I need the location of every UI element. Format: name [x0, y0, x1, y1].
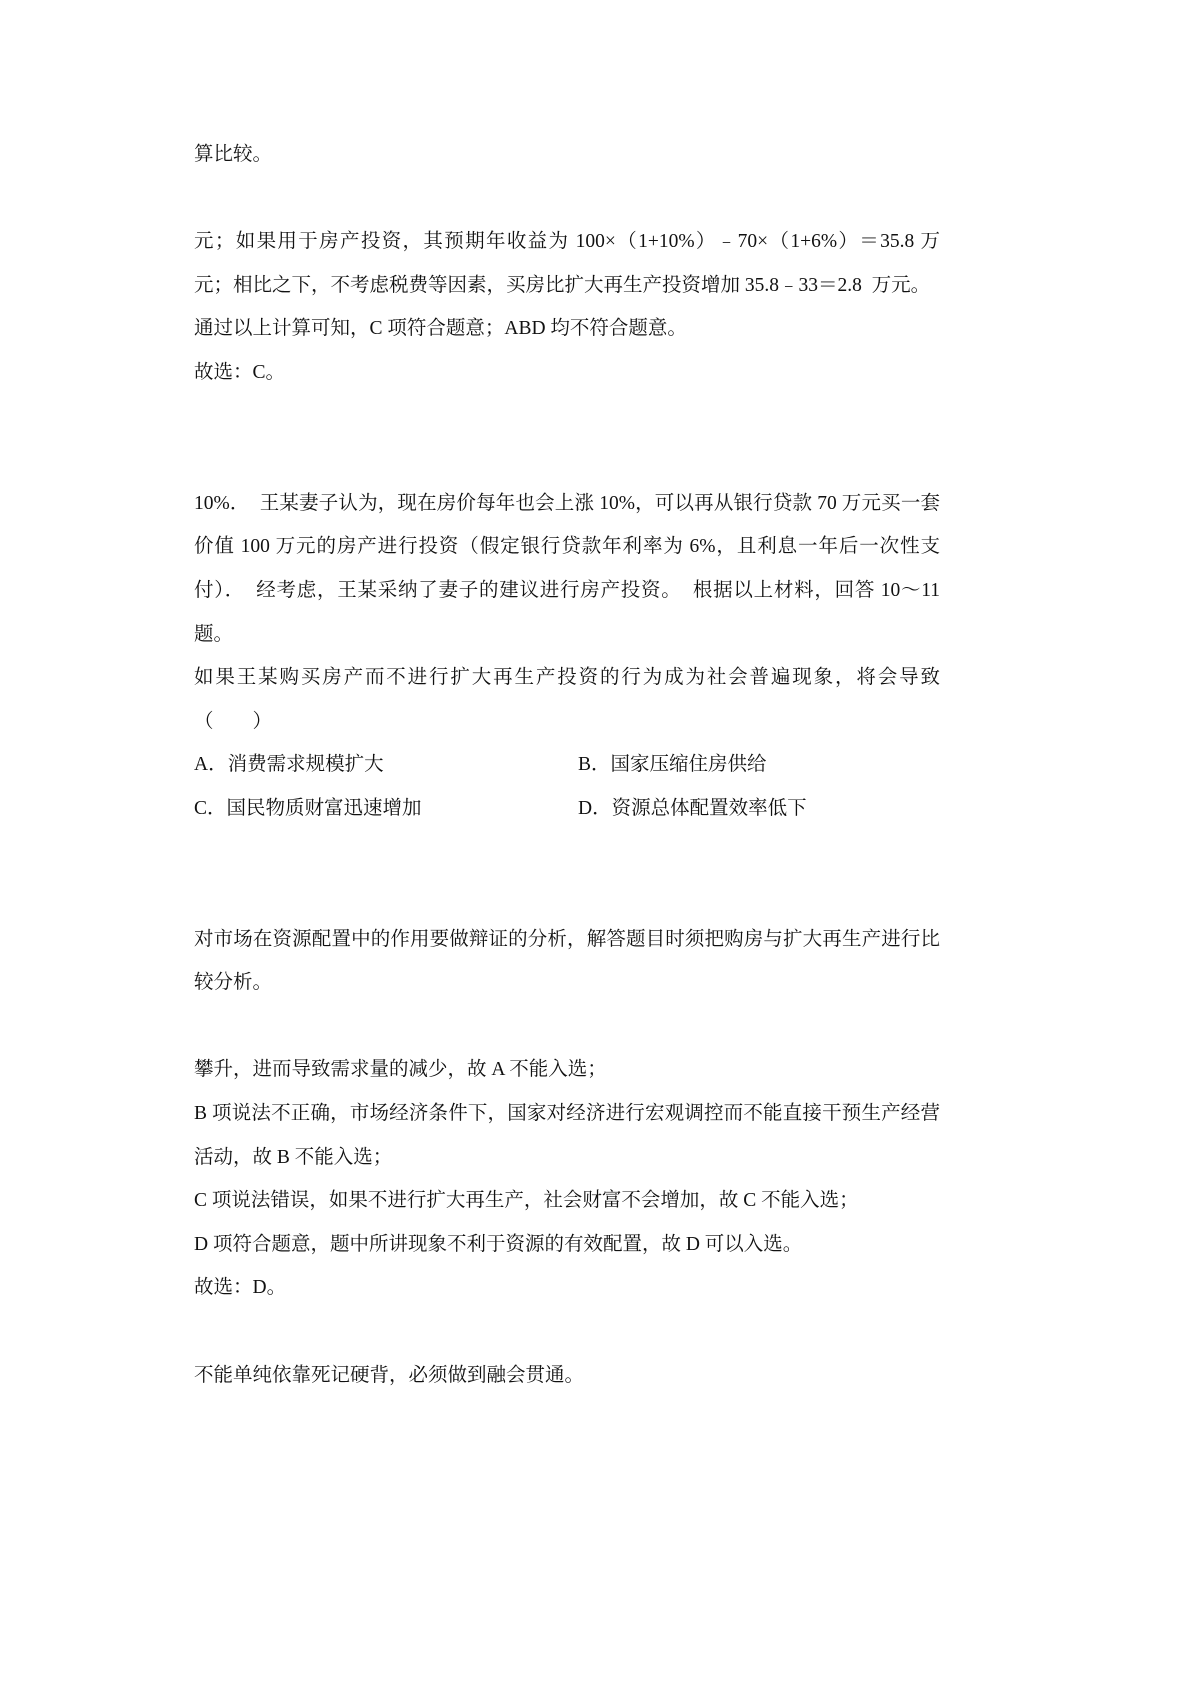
q11-options-row — [194, 743, 940, 787]
q11-stem-line: 题。 — [194, 623, 234, 645]
q11-answer-line: 攀升，进而导致需求量的减少，故 A 不能入选； — [194, 1059, 607, 1081]
q11-analysis-line: 对市场在资源配置中的作用要做辩证的分析，解答题目时须把购房与扩大再生产进行比 — [194, 928, 940, 950]
q11-comment-line: 不能单纯依靠死记硬背，必须做到融会贯通。 — [194, 1364, 585, 1386]
q10-answer-line: 元；相比之下，不考虑税费等因素，买房比扩大再生产投资增加 35.8﹣33＝2.8 万元。 — [194, 274, 931, 296]
q11-analysis-line: 较分析。 — [194, 972, 273, 994]
option-a: A．消费需求规模扩大 — [194, 754, 384, 776]
q11-stem-line: 价值 100 万元的房产进行投资（假定银行贷款年利率为 6%，且利息一年后一次性支 — [194, 536, 940, 558]
q10-comment-line — [194, 395, 940, 439]
q11-answer-line: 活动，故 B 不能入选； — [194, 1146, 393, 1168]
q11-knowledge-line — [194, 831, 940, 875]
q10-answer-line: 通过以上计算可知，C 项符合题意；ABD 均不符合题意。 — [194, 318, 687, 340]
q11-answer-line: B 项说法不正确，市场经济条件下，国家对经济进行宏观调控而不能直接干预生产经营 — [194, 1103, 940, 1125]
q10-answer-line — [194, 177, 940, 221]
q11-options-row — [194, 787, 940, 831]
q11-comment-line — [194, 1310, 940, 1354]
option-c: C．国民物质财富迅速增加 — [194, 797, 422, 819]
q11-answer-line: D 项符合题意，题中所讲现象不利于资源的有效配置，故 D 可以入选。 — [194, 1233, 803, 1255]
q11-answer-blank: （ ） — [194, 710, 273, 732]
q11-stem-line: 付）． 经考虑，王某采纳了妻子的建议进行房产投资。 根据以上材料，回答 10～11 — [194, 579, 940, 601]
q10-stem-tail: 算比较。 — [194, 144, 273, 165]
q11-stem-line: 10%． 王某妻子认为，现在房价每年也会上涨 10%，可以再从银行贷款 70 万元买一套 — [194, 492, 940, 514]
q11-stem-line — [163, 438, 940, 482]
option-d: D．资源总体配置效率低下 — [578, 797, 807, 819]
option-b: B．国家压缩住房供给 — [578, 754, 767, 776]
q11-answer-line — [194, 1005, 940, 1049]
page-content — [194, 133, 940, 1441]
q11-analysis-line — [194, 874, 940, 918]
q11-final-choice: 故选：D。 — [194, 1277, 287, 1299]
q11-question-line: 如果王某购买房产而不进行扩大再生产投资的行为成为社会普遍现象，将会导致 — [194, 667, 940, 689]
q12-stem-line — [163, 1397, 940, 1441]
q10-answer-line: 元；如果用于房产投资，其预期年收益为 100×（1+10%）﹣70×（1+6%）＝35.8 万 — [194, 231, 940, 253]
q10-final-choice: 故选：C。 — [194, 361, 286, 383]
q11-answer-line: C 项说法错误，如果不进行扩大再生产，社会财富不会增加，故 C 不能入选； — [194, 1190, 859, 1212]
